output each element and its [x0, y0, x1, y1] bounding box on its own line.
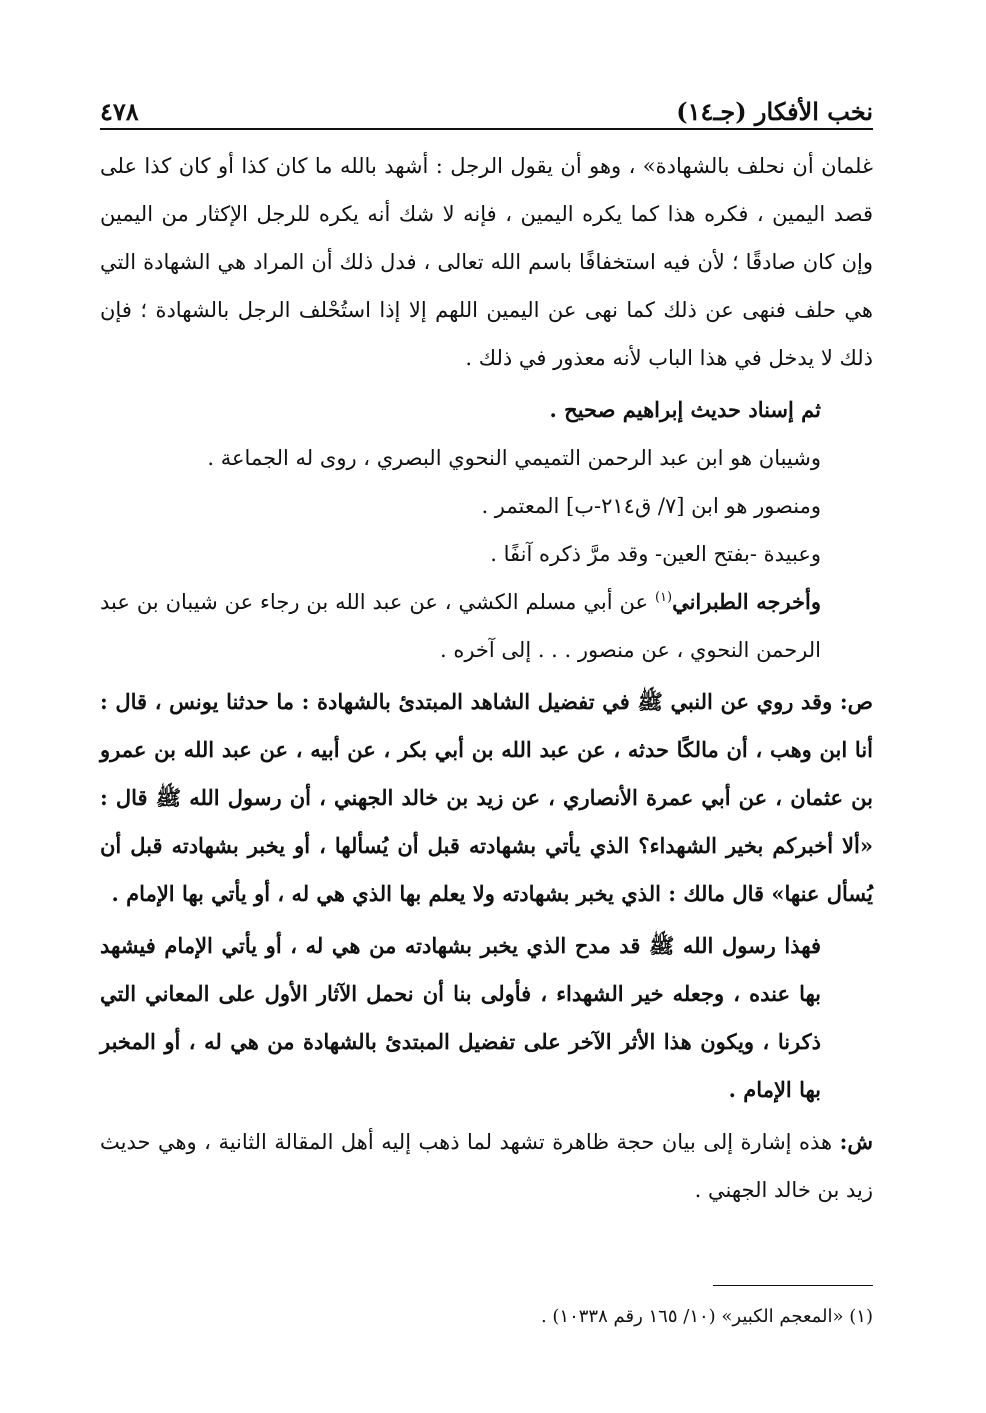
- main-text: [100, 142, 873, 1214]
- page-header: [100, 80, 873, 126]
- paragraph-ubayda: وعبيدة -بفتح العين- وقد مرَّ ذكره آنفًا .: [490, 542, 821, 566]
- paragraph-commentary: فهذا رسول الله ﷺ قد مدح الذي يخبر بشهادته من هي له ، أو يأتي الإمام فيشهد بها عنده ، وجعله خير الشهداء ، فأولى بنا أن نحمل الآثار الأول على المعاني التي ذكرنا ، ويكون هذا الأثر الآخر على تفضيل المبتدئ بالشهادة من هي له ، أو المخبر بها الإمام .: [100, 933, 821, 1102]
- paragraph-sad: ص: وقد روي عن النبي ﷺ في تفضيل الشاهد المبتدئ بالشهادة : ما حدثنا يونس ، قال : أنا ابن وهب ، أن مالكًا حدثه ، عن عبد الله بن أبي بكر ، عن أبيه ، عن عبد الله بن عمرو بن عثمان ، عن أبي عمرة الأنصاري ، عن زيد بن خالد الجهني ، أن رسول الله ﷺ قال : «ألا أخبركم بخير الشهداء؟ الذي يأتي بشهادته قبل أن يُسألها ، أو يخبر بشهادته قبل أن يُسأل عنها» قال مالك : الذي يخبر بشهادته ولا يعلم بها الذي هي له ، أو يأتي بها الإمام .: [100, 689, 873, 906]
- header-rule: [100, 128, 873, 130]
- paragraph-continuation: غلمان أن نحلف بالشهادة» ، وهو أن يقول الرجل : أشهد بالله ما كان كذا أو كان كذا على قصد اليمين ، فكره هذا كما يكره اليمين ، فإنه لا شك أنه يكره للرجل الإكثار من اليمين وإن كان صادقًا ؛ لأن فيه استخفافًا باسم الله تعالى ، فدل ذلك أن المراد هي الشهادة التي هي حلف فنهى عن ذلك كما نهى عن اليمين اللهم إلا إذا استُحْلف الرجل بالشهادة ؛ فإن ذلك لا يدخل في هذا الباب لأنه معذور في ذلك .: [100, 154, 873, 370]
- book-title: نخب الأفكار (جـ١٤): [676, 97, 873, 126]
- page-number: ٤٧٨: [100, 97, 139, 126]
- footnote-ref[interactable]: (١): [654, 590, 673, 605]
- paragraph-shin: [100, 1118, 873, 1214]
- paragraph-mansur: ومنصور هو ابن [٧/ ق٢١٤-ب] المعتمر .: [481, 494, 821, 518]
- paragraph-tabarani: [100, 578, 873, 674]
- shin-text: هذه إشارة إلى بيان حجة ظاهرة تشهد لما ذهب إليه أهل المقالة الثانية ، وهي حديث زيد بن خالد الجهني .: [100, 1130, 873, 1202]
- footnote-rule: [713, 1285, 873, 1286]
- book-page: [100, 70, 873, 1370]
- paragraph-shayban: وشيبان هو ابن عبد الرحمن التميمي النحوي البصري ، روى له الجماعة .: [207, 446, 821, 470]
- shin-label: ش:: [839, 1129, 873, 1154]
- footnote: (١) «المعجم الكبير» (١٠/ ١٦٥ رقم ١٠٣٣٨) .: [540, 1306, 873, 1327]
- tabarani-label: وأخرجه الطبراني: [672, 589, 821, 614]
- tabarani-text: عن أبي مسلم الكشي ، عن عبد الله بن رجاء عن شيبان بن عبد الرحمن النحوي ، عن منصور . . . إلى آخره .: [100, 590, 821, 662]
- paragraph-isnad: ثم إسناد حديث إبراهيم صحيح .: [549, 397, 821, 422]
